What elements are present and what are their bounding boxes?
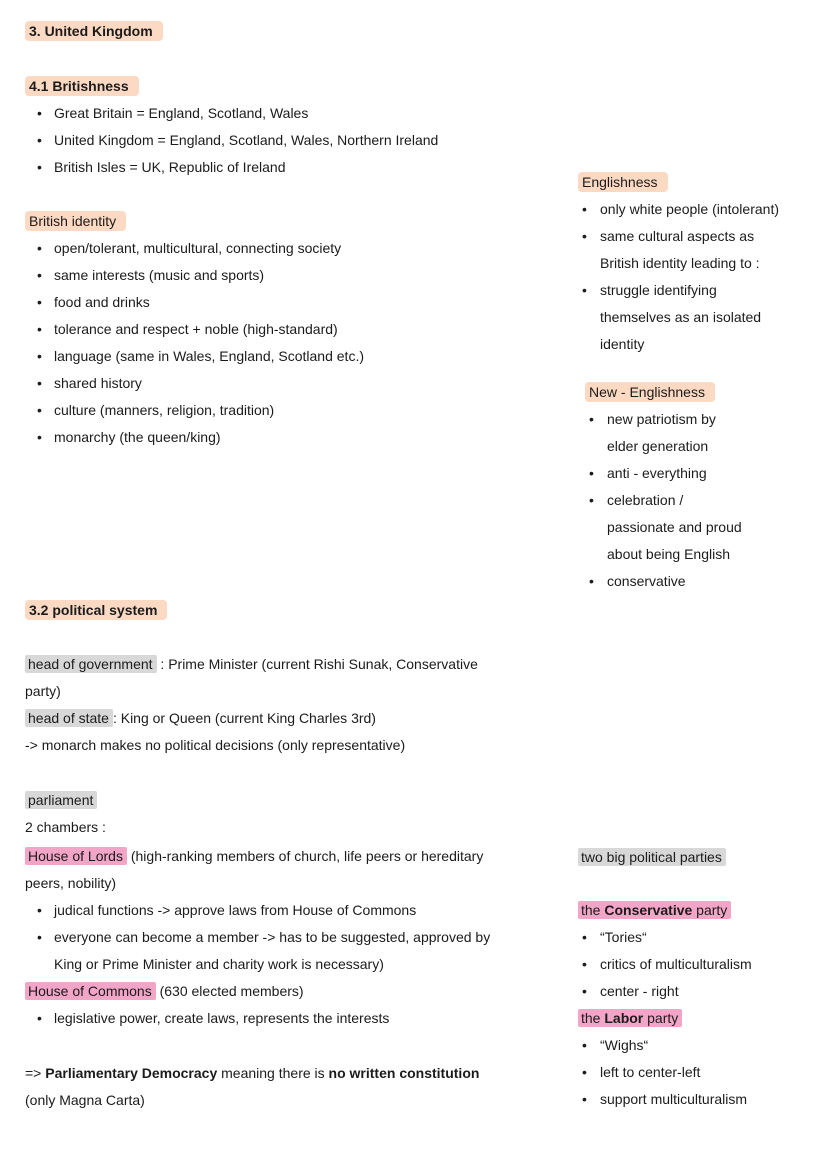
house-of-commons-text: (630 elected members) (155, 983, 304, 999)
list-item: • new patriotism by elder generation (585, 406, 812, 460)
conservative-prefix: the (581, 902, 605, 918)
conservative-name: Conservative (604, 902, 693, 918)
section-heading-political-system-text: 3.2 political system (25, 600, 167, 620)
englishness-list (578, 196, 812, 358)
right-column-parties (578, 844, 820, 1113)
section-heading-british-identity-text: British identity (25, 211, 126, 231)
labor-suffix: party (643, 1010, 679, 1026)
section-heading-englishness-text: Englishness (578, 172, 668, 192)
conservative-suffix: party (692, 902, 728, 918)
chambers-line: 2 chambers : (25, 819, 106, 835)
conclusion-prefix: => (25, 1065, 46, 1081)
conclusion-line-2: (only Magna Carta) (25, 1092, 145, 1108)
section-heading-political-system (25, 597, 573, 624)
right-column-englishness (578, 169, 812, 595)
list-item: • only white people (intolerant) (578, 196, 812, 223)
section-heading-britishness-text: 4.1 Britishness (25, 76, 139, 96)
conservative-list (578, 924, 820, 1005)
conservative-party-highlight (578, 901, 731, 919)
british-identity-list (25, 235, 573, 451)
conclusion-mid: meaning there is (217, 1065, 329, 1081)
britishness-list (25, 100, 573, 181)
section-heading-new-englishness-text: New - Englishness (585, 382, 715, 402)
monarch-note-line: -> monarch makes no political decisions (only representative) (25, 737, 406, 753)
list-item: • language (same in Wales, England, Scotland etc.) (25, 343, 573, 370)
conservative-party-heading (578, 897, 820, 924)
list-item: • “Tories“ (578, 924, 820, 951)
parliament-label: parliament (25, 791, 97, 809)
labor-list (578, 1032, 820, 1113)
list-item: • judical functions -> approve laws from House of Commons (25, 897, 573, 924)
list-item: • legislative power, create laws, represents the interests (25, 1005, 573, 1032)
list-item: • support multiculturalism (578, 1086, 820, 1113)
labor-party-highlight (578, 1009, 682, 1027)
section-heading-britishness (25, 73, 573, 100)
head-of-state-text: : King or Queen (current King Charles 3rd) (112, 710, 376, 726)
head-of-government-line (25, 651, 573, 705)
section-heading-englishness (578, 169, 812, 196)
list-item: • anti - everything (585, 460, 812, 487)
head-of-state-line (25, 705, 573, 732)
conclusion-bold-parliamentary-democracy: Parliamentary Democracy (45, 1065, 218, 1081)
labor-party-heading (578, 1005, 820, 1032)
labor-prefix: the (581, 1010, 605, 1026)
list-item: • left to center-left (578, 1059, 820, 1086)
conclusion-bold-no-written-constitution: no written constitution (328, 1065, 480, 1081)
list-item: • shared history (25, 370, 573, 397)
section-heading-parties-text: two big political parties (578, 848, 726, 866)
list-item: • everyone can become a member -> has to be suggested, approved by King or Prime Minister and charity work is necessary) (25, 924, 573, 978)
list-item: • United Kingdom = England, Scotland, Wales, Northern Ireland (25, 127, 573, 154)
list-item: • center - right (578, 978, 820, 1005)
house-of-lords-list (25, 897, 573, 978)
head-of-state-label: head of state (25, 709, 113, 727)
list-item: • celebration / passionate and proud about being English (585, 487, 812, 568)
list-item: • struggle identifying themselves as an isolated identity (578, 277, 812, 358)
head-of-government-label: head of government (25, 655, 157, 673)
list-item: • same cultural aspects as British identity leading to : (578, 223, 812, 277)
list-item: • open/tolerant, multicultural, connecting society (25, 235, 573, 262)
house-of-lords-label: House of Lords (25, 847, 127, 865)
new-englishness-list (585, 406, 812, 595)
list-item: • monarchy (the queen/king) (25, 424, 573, 451)
doc-title (25, 18, 573, 45)
left-column (25, 18, 573, 1114)
section-heading-new-englishness (585, 379, 812, 406)
section-heading-british-identity (25, 208, 573, 235)
section-heading-parties (578, 844, 820, 871)
house-of-commons-line (25, 978, 573, 1005)
house-of-lords-text: (high-ranking members of church, life peers or hereditary peers, nobility) (25, 848, 484, 891)
head-of-government-text: : Prime Minister (current Rishi Sunak, Conservative party) (25, 656, 478, 699)
list-item: • same interests (music and sports) (25, 262, 573, 289)
house-of-commons-list (25, 1005, 573, 1032)
doc-title-text: 3. United Kingdom (25, 21, 163, 41)
list-item: • Great Britain = England, Scotland, Wales (25, 100, 573, 127)
list-item: • tolerance and respect + noble (high-standard) (25, 316, 573, 343)
list-item: • critics of multiculturalism (578, 951, 820, 978)
parliament-line (25, 787, 573, 814)
list-item: • British Isles = UK, Republic of Ireland (25, 154, 573, 181)
list-item: • food and drinks (25, 289, 573, 316)
labor-name: Labor (604, 1010, 644, 1026)
house-of-lords-line (25, 843, 573, 897)
list-item: • “Wighs“ (578, 1032, 820, 1059)
list-item: • culture (manners, religion, tradition) (25, 397, 573, 424)
conclusion-line-1 (25, 1060, 573, 1087)
list-item: • conservative (585, 568, 812, 595)
house-of-commons-label: House of Commons (25, 982, 156, 1000)
